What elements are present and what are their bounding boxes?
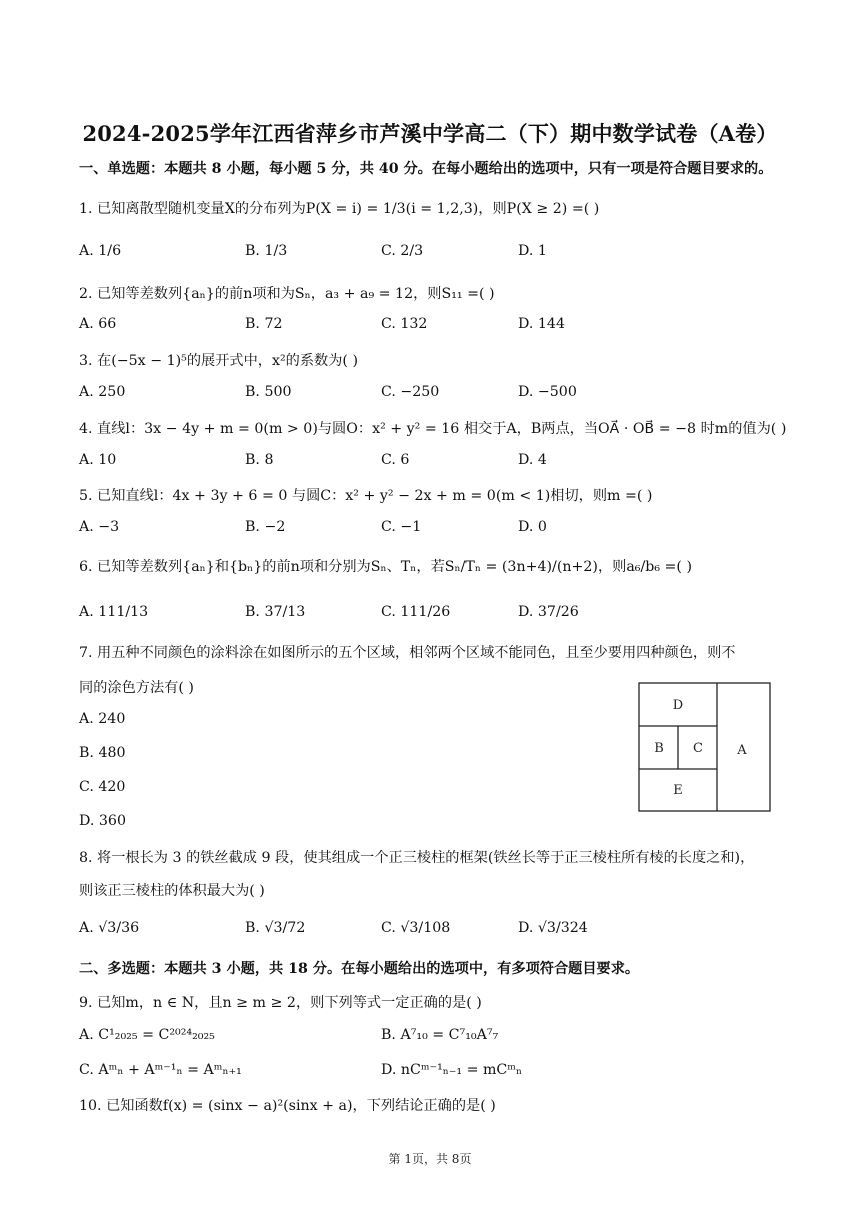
- q3-option-d: D. −500: [518, 384, 577, 400]
- q5-option-d: D. 0: [518, 519, 547, 535]
- section-multiple-choice: 二、多选题：本题共 3 小题，共 18 分。在每小题给出的选项中，有多项符合题目要求。: [79, 961, 640, 977]
- q7-option-a: A. 240: [79, 711, 126, 727]
- question-9: 9. 已知m，n ∈ N，且n ≥ m ≥ 2，则下列等式一定正确的是( ): [79, 995, 482, 1011]
- question-4: 4. 直线l：3x − 4y + m = 0(m > 0)与圆O：x² + y² = 16 相交于A，B两点，当OA⃗ · OB⃗ = −8 时m的值为( ): [79, 421, 787, 437]
- q2-option-a: A. 66: [79, 316, 117, 332]
- question-1: 1. 已知离散型随机变量X的分布列为P(X = i) = 1/3(i = 1,2,3)，则P(X ≥ 2) =( ): [79, 201, 600, 217]
- q4-option-c: C. 6: [381, 452, 410, 468]
- q2-option-c: C. 132: [381, 316, 428, 332]
- region-label-b: B: [654, 741, 664, 756]
- q1-option-a: A. 1/6: [79, 243, 122, 259]
- q8-option-c: C. √3/108: [381, 920, 451, 936]
- q6-option-a: A. 111/13: [79, 604, 149, 620]
- q9-option-c: C. Aᵐₙ + Aᵐ⁻¹ₙ = Aᵐₙ₊₁: [79, 1062, 242, 1078]
- q3-option-c: C. −250: [381, 384, 440, 400]
- question-5: 5. 已知直线l：4x + 3y + 6 = 0 与圆C：x² + y² − 2x + m = 0(m < 1)相切，则m =( ): [79, 488, 653, 504]
- q5-option-b: B. −2: [245, 519, 286, 535]
- q5-option-c: C. −1: [381, 519, 422, 535]
- question-10: 10. 已知函数f(x) = (sinx − a)²(sinx + a)，下列结论正确的是( ): [79, 1098, 496, 1114]
- question-7-line-1: 7. 用五种不同颜色的涂料涂在如图所示的五个区域，相邻两个区域不能同色，且至少要用四种颜色，则不: [79, 645, 736, 661]
- region-label-a: A: [737, 743, 747, 758]
- q2-option-b: B. 72: [245, 316, 283, 332]
- region-diagram: [638, 680, 772, 814]
- q6-option-c: C. 111/26: [381, 604, 451, 620]
- region-coloring-figure: [638, 680, 772, 814]
- question-3: 3. 在(−5x − 1)⁵的展开式中，x²的系数为( ): [79, 353, 358, 369]
- q4-option-a: A. 10: [79, 452, 117, 468]
- q3-option-b: B. 500: [245, 384, 292, 400]
- question-7-line-2: 同的涂色方法有( ): [79, 680, 194, 696]
- q6-option-b: B. 37/13: [245, 604, 306, 620]
- q9-option-d: D. nCᵐ⁻¹ₙ₋₁ = mCᵐₙ: [381, 1062, 523, 1078]
- q9-option-b: B. A⁷₁₀ = C⁷₁₀A⁷₇: [381, 1027, 499, 1043]
- q4-option-d: D. 4: [518, 452, 547, 468]
- q1-option-d: D. 1: [518, 243, 547, 259]
- question-8-line-2: 则该正三棱柱的体积最大为( ): [79, 883, 265, 899]
- q3-option-a: A. 250: [79, 384, 126, 400]
- q1-option-b: B. 1/3: [245, 243, 288, 259]
- q9-option-a: A. C¹₂₀₂₅ = C²⁰²⁴₂₀₂₅: [79, 1027, 215, 1043]
- q6-option-d: D. 37/26: [518, 604, 579, 620]
- question-8-line-1: 8. 将一根长为 3 的铁丝截成 9 段，使其组成一个正三棱柱的框架(铁丝长等于正三棱柱所有棱的长度之和)，: [79, 850, 755, 866]
- q1-option-c: C. 2/3: [381, 243, 424, 259]
- exam-title: 2024-2025学年江西省萍乡市芦溪中学高二（下）期中数学试卷（A卷）: [82, 121, 778, 146]
- region-label-d: D: [672, 698, 684, 713]
- q5-option-a: A. −3: [79, 519, 120, 535]
- q8-option-d: D. √3/324: [518, 920, 588, 936]
- question-6: 6. 已知等差数列{aₙ}和{bₙ}的前n项和分别为Sₙ、Tₙ，若Sₙ/Tₙ = (3n+4)/(n+2)，则a₆/b₆ =( ): [79, 559, 692, 575]
- q7-option-d: D. 360: [79, 813, 126, 829]
- q7-option-b: B. 480: [79, 745, 126, 761]
- question-2: 2. 已知等差数列{aₙ}的前n项和为Sₙ，a₃ + a₉ = 12，则S₁₁ =( ): [79, 286, 495, 302]
- q8-option-b: B. √3/72: [245, 920, 306, 936]
- region-label-c: C: [693, 741, 703, 756]
- region-label-e: E: [673, 783, 683, 798]
- q4-option-b: B. 8: [245, 452, 274, 468]
- q8-option-a: A. √3/36: [79, 920, 140, 936]
- section-single-choice: 一、单选题：本题共 8 小题，每小题 5 分，共 40 分。在每小题给出的选项中，只有一项是符合题目要求的。: [79, 161, 773, 177]
- page-footer: 第 1页，共 8页: [388, 1152, 472, 1166]
- q2-option-d: D. 144: [518, 316, 565, 332]
- q7-option-c: C. 420: [79, 779, 126, 795]
